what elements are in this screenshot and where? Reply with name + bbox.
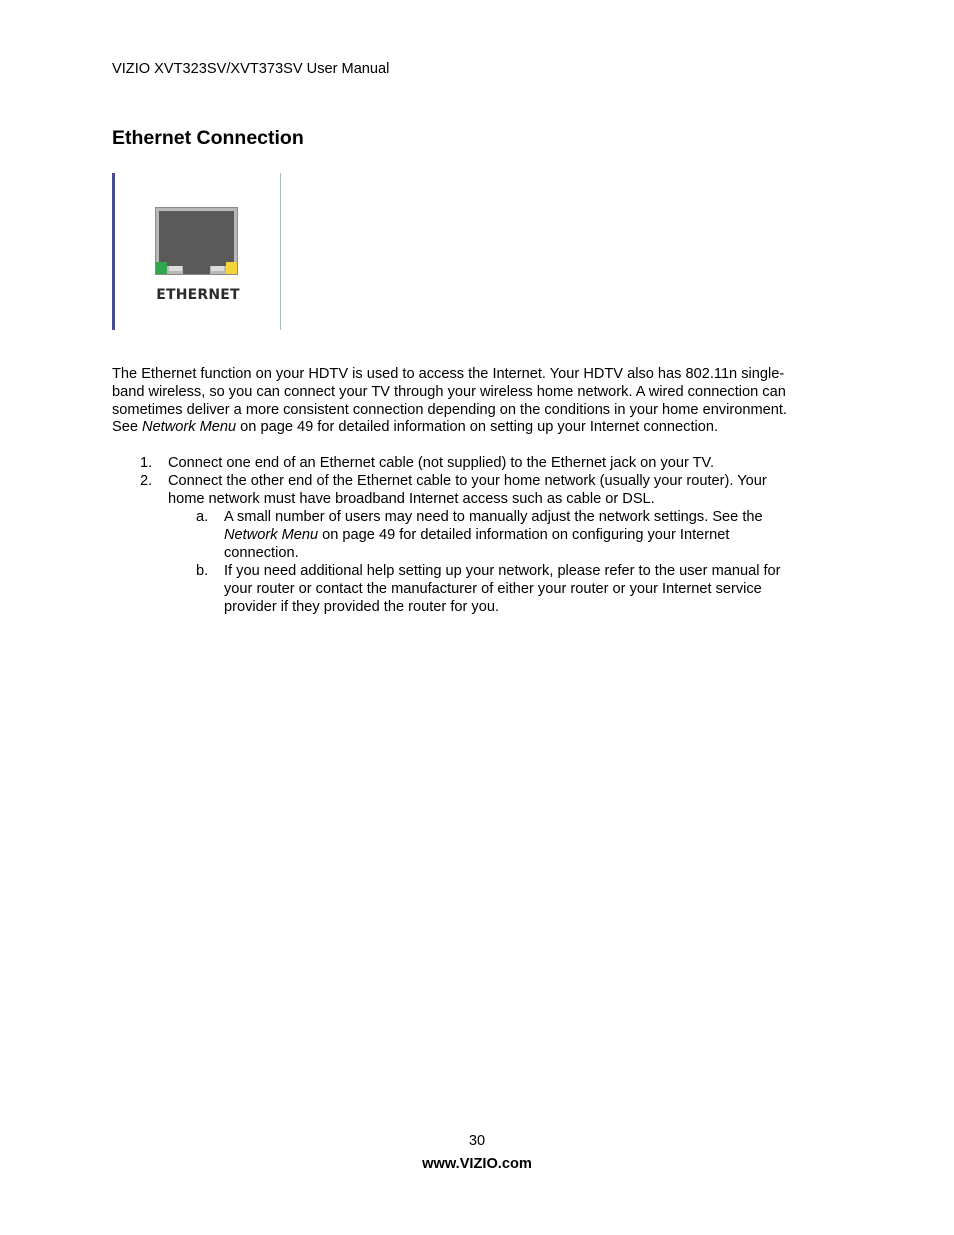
section-title: Ethernet Connection xyxy=(112,127,304,149)
ethernet-figure xyxy=(112,173,282,330)
substep-a-line-1: A small number of users may need to manually adjust the network settings. See the xyxy=(224,509,763,525)
intro-line-4-suffix: on page 49 for detailed information on setting up your Internet connection. xyxy=(236,419,719,436)
figure-right-border xyxy=(280,173,281,330)
ethernet-port-icon xyxy=(155,207,239,277)
substep-b-line-3: provider if they provided the router for you. xyxy=(224,598,499,615)
step-2-number: 2. xyxy=(140,473,153,489)
step-2-line-2: home network must have broadband Internet access such as cable or DSL. xyxy=(168,490,655,507)
substep-b-text xyxy=(224,563,781,616)
ethernet-port-label: ETHERNET xyxy=(156,287,240,303)
step-1-number: 1. xyxy=(140,455,153,471)
substep-a-line-2 xyxy=(224,527,763,545)
footer-url: www.VIZIO.com xyxy=(422,1156,532,1172)
intro-line-4 xyxy=(112,419,842,437)
intro-line-2: band wireless, so you can connect your TV through your wireless home network. A wired connection can xyxy=(112,383,786,400)
intro-line-1: The Ethernet function on your HDTV is used to access the Internet. Your HDTV also has 802.11n single- xyxy=(112,366,785,382)
port-body xyxy=(159,211,234,266)
intro-line-3: sometimes deliver a more consistent connection depending on the conditions in your home environment. xyxy=(112,401,787,418)
port-contact-left xyxy=(169,266,182,271)
substep-a-letter: a. xyxy=(196,509,209,525)
substep-a-text xyxy=(224,509,763,562)
page-number: 30 xyxy=(468,1133,486,1149)
substep-a-line-3: connection. xyxy=(224,544,299,561)
substep-b-line-2: your router or contact the manufacturer of either your router or your Internet service xyxy=(224,580,762,597)
running-header: VIZIO XVT323SV/XVT373SV User Manual xyxy=(112,61,390,77)
network-menu-reference: Network Menu xyxy=(142,419,237,436)
substep-b-letter: b. xyxy=(196,563,209,579)
step-2-text xyxy=(168,473,767,509)
intro-paragraph xyxy=(112,366,842,437)
port-contact-right xyxy=(211,266,224,271)
left-led-icon xyxy=(156,262,167,274)
step-2-line-1: Connect the other end of the Ethernet cable to your home network (usually your router). Your xyxy=(168,473,767,489)
substep-b-line-1: If you need additional help setting up your network, please refer to the user manual for xyxy=(224,563,781,579)
step-1-text: Connect one end of an Ethernet cable (not supplied) to the Ethernet jack on your TV. xyxy=(168,455,715,471)
port-latch xyxy=(183,266,210,274)
figure-left-border xyxy=(112,173,115,330)
network-menu-reference: Network Menu xyxy=(224,526,319,543)
right-led-icon xyxy=(226,262,237,274)
intro-line-4-prefix: See xyxy=(112,419,143,436)
substep-a-line-2-suffix: on page 49 for detailed information on configuring your Internet xyxy=(318,526,730,543)
